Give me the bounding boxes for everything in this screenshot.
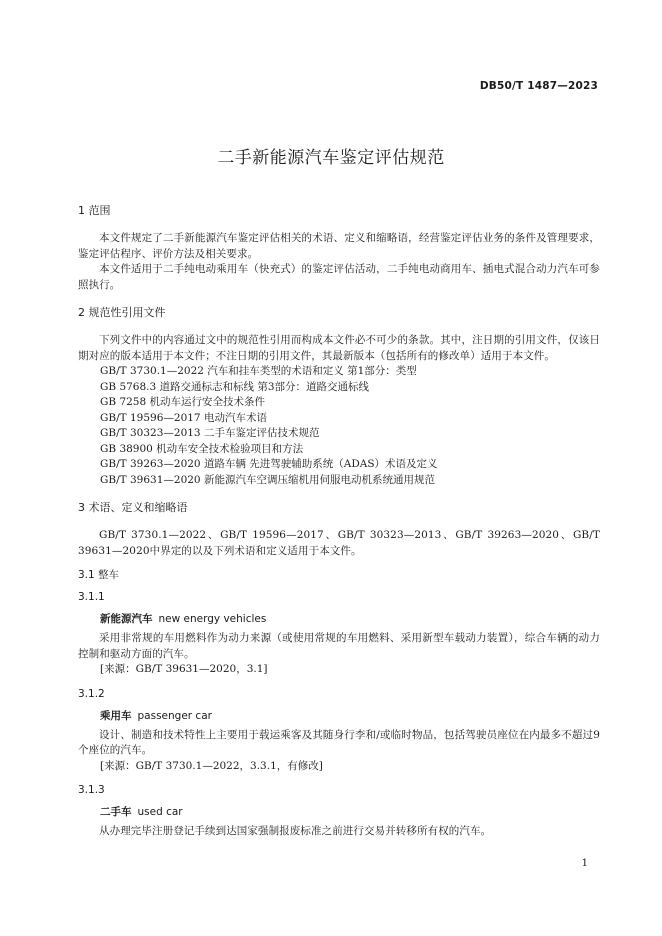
term-name-cn: 乘用车	[100, 709, 132, 722]
term-number: 3.1.3	[78, 784, 105, 796]
term-name-en: used car	[137, 806, 183, 818]
document-code: DB50/T 1487—2023	[479, 80, 598, 92]
term-definition: 从办理完毕注册登记手续到达国家强制报废标准之前进行交易并转移所有权的汽车。	[99, 825, 492, 837]
subsection-heading: 3.1 整车	[78, 569, 120, 581]
term-source: [来源：GB/T 39631—2020，3.1]	[100, 663, 268, 675]
term-number: 3.1.2	[78, 687, 105, 700]
term-definition: 采用非常规的车用燃料作为动力来源（或使用常规的车用燃料、采用新型车载动力装置），综合车辆的动力控制和驱动方面的汽车。	[78, 632, 600, 660]
term-name	[100, 708, 600, 724]
document-title: 二手新能源汽车鉴定评估规范	[217, 148, 445, 168]
reference-item: GB 5768.3 道路交通标志和标线 第3部分：道路交通标线	[100, 380, 370, 393]
term-name	[100, 804, 600, 820]
reference-item: GB/T 30323—2013 二手车鉴定评估技术规范	[100, 427, 320, 439]
section-3-heading: 3 术语、定义和缩略语	[78, 501, 188, 514]
term-number: 3.1.1	[78, 591, 105, 603]
term-name-cn: 二手车	[100, 806, 132, 818]
section-3-intro: GB/T 3730.1—2022、GB/T 19596—2017、GB/T 30323—2013、GB/T 39263—2020、GB/T 39631—2020中界定的以及下列术语和定义适用于本文件。	[78, 529, 600, 557]
term-name-cn: 新能源汽车	[100, 613, 153, 625]
reference-item: GB/T 19596—2017 电动汽车术语	[100, 411, 267, 424]
reference-item: GB/T 39631—2020 新能源汽车空调压缩机用伺服电动机系统通用规范	[100, 473, 435, 486]
reference-item: GB 7258 机动车运行安全技术条件	[100, 396, 266, 408]
section-2-intro: 下列文件中的内容通过文中的规范性引用而构成本文件必不可少的条款。其中，注日期的引用文件，仅该日期对应的版本适用于本文件；不注日期的引用文件，其最新版本（包括所有的修改单）适用于本文件。	[78, 334, 600, 362]
section-2-heading: 2 规范性引用文件	[78, 306, 166, 319]
section-1-paragraph-2: 本文件适用于二手纯电动乘用车（快充式）的鉴定评估活动，二手纯电动商用车、插电式混合动力汽车可参照执行。	[78, 263, 600, 291]
term-name	[100, 611, 600, 627]
term-definition: 设计、制造和技术特性上主要用于载运乘客及其随身行李和/或临时物品，包括驾驶员座位在内最多不超过9个座位的汽车。	[78, 728, 600, 756]
document-body	[78, 203, 600, 840]
section-1-paragraph-1: 本文件规定了二手新能源汽车鉴定评估相关的术语、定义和缩略语，经营鉴定评估业务的条件及管理要求，鉴定评估程序、评价方法及相关要求。	[78, 232, 600, 260]
reference-item: GB/T 39263—2020 道路车辆 先进驾驶辅助系统（ADAS）术语及定义	[100, 458, 438, 470]
term-source: [来源：GB/T 3730.1—2022，3.3.1，有修改]	[100, 759, 323, 772]
reference-item: GB 38900 机动车安全技术检验项目和方法	[100, 442, 304, 455]
page-number: 1	[581, 858, 588, 869]
term-name-en: passenger car	[137, 709, 212, 722]
term-name-en: new energy vehicles	[158, 613, 267, 625]
reference-item: GB/T 3730.1—2022 汽车和挂车类型的术语和定义 第1部分：类型	[100, 365, 417, 377]
section-1-heading: 1 范围	[78, 204, 111, 217]
